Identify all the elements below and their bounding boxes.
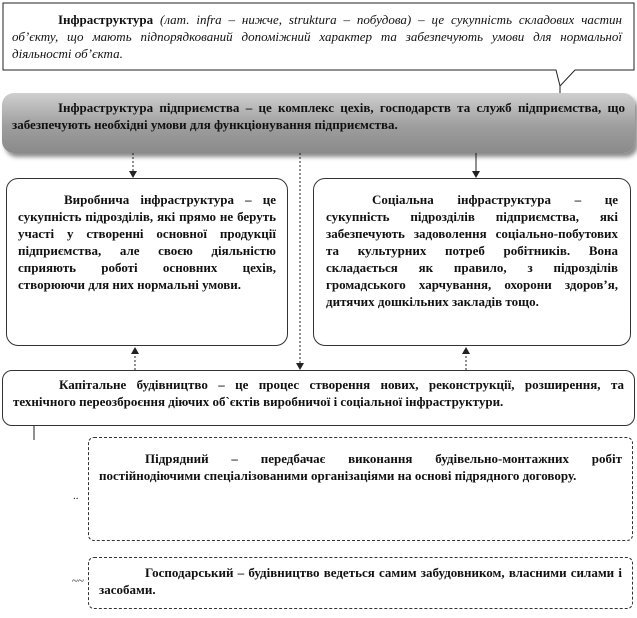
arrowhead-up-social: [462, 347, 470, 354]
enterprise-infrastructure-box: [2, 93, 635, 153]
branch-mark-household: ~~: [72, 575, 84, 587]
arrowhead-social: [472, 171, 480, 178]
capital-construction-term: Капітальне будівництво: [59, 377, 208, 392]
production-infrastructure-text: – це сукупність підрозділів, які прямо не беруть участі у створенні основної продукції підприємства, але своєю діяльністю сприяють роботі основних цехів, створюючи для них нормальні умови.: [18, 192, 276, 292]
household-method-box: [88, 557, 633, 609]
definition-body: (лат. infra – нижче, struktura – побудова) – це сукупність складових частин об’єкту, що мають підпорядкований допоміжний характер та забезпечують умови для нормальної діяльності об’єкта.: [12, 12, 623, 61]
production-infrastructure-term: Виробнича інфраструктура: [64, 192, 234, 207]
enterprise-infrastructure-text: – це комплекс цехів, господарств та служб підприємства, що забезпечують необхідні умови для функціонування підприємства.: [12, 100, 625, 132]
arrowhead-capital: [296, 363, 304, 370]
capital-construction-text: – це процес створення нових, реконструкції, розширення, та технічного переозброєння діючих об`єктів виробничої і соціальної інфраструктури.: [13, 377, 624, 409]
social-infrastructure-term: Соціальна інфраструктура: [372, 192, 552, 207]
definition-box: [2, 2, 635, 88]
contract-method-term: Підрядний: [145, 451, 209, 466]
household-method-text: – будівництво ведеться самим забудовником, власними силами і засобами.: [99, 565, 622, 597]
definition-term: Інфраструктура: [58, 12, 154, 27]
definition-text: [12, 11, 622, 62]
enterprise-infrastructure-term: Інфраструктура підприємства: [58, 100, 240, 115]
social-infrastructure-text: – це сукупність підрозділів підприємства, які забезпечують задоволення соціально-побутових та культурних потреб робітників. Вона складається як правило, з підрозділів громадського харчування, охорони здоров’я, дитячих дошкільних закладів тощо.: [326, 192, 618, 309]
production-infrastructure-box: [6, 178, 288, 346]
arrowhead-up-production: [131, 347, 139, 354]
capital-construction-box: [2, 370, 635, 426]
social-infrastructure-box: [313, 178, 631, 346]
household-method-term: Господарський: [145, 565, 234, 580]
arrowhead-production: [129, 171, 137, 178]
contract-method-text: – передбачає виконання будівельно-монтажних робіт постійнодіючими спеціалізованими організаціями на основі підрядного договору.: [99, 451, 622, 483]
contract-method-box: [88, 437, 633, 541]
branch-mark-contract: ..: [73, 490, 79, 502]
